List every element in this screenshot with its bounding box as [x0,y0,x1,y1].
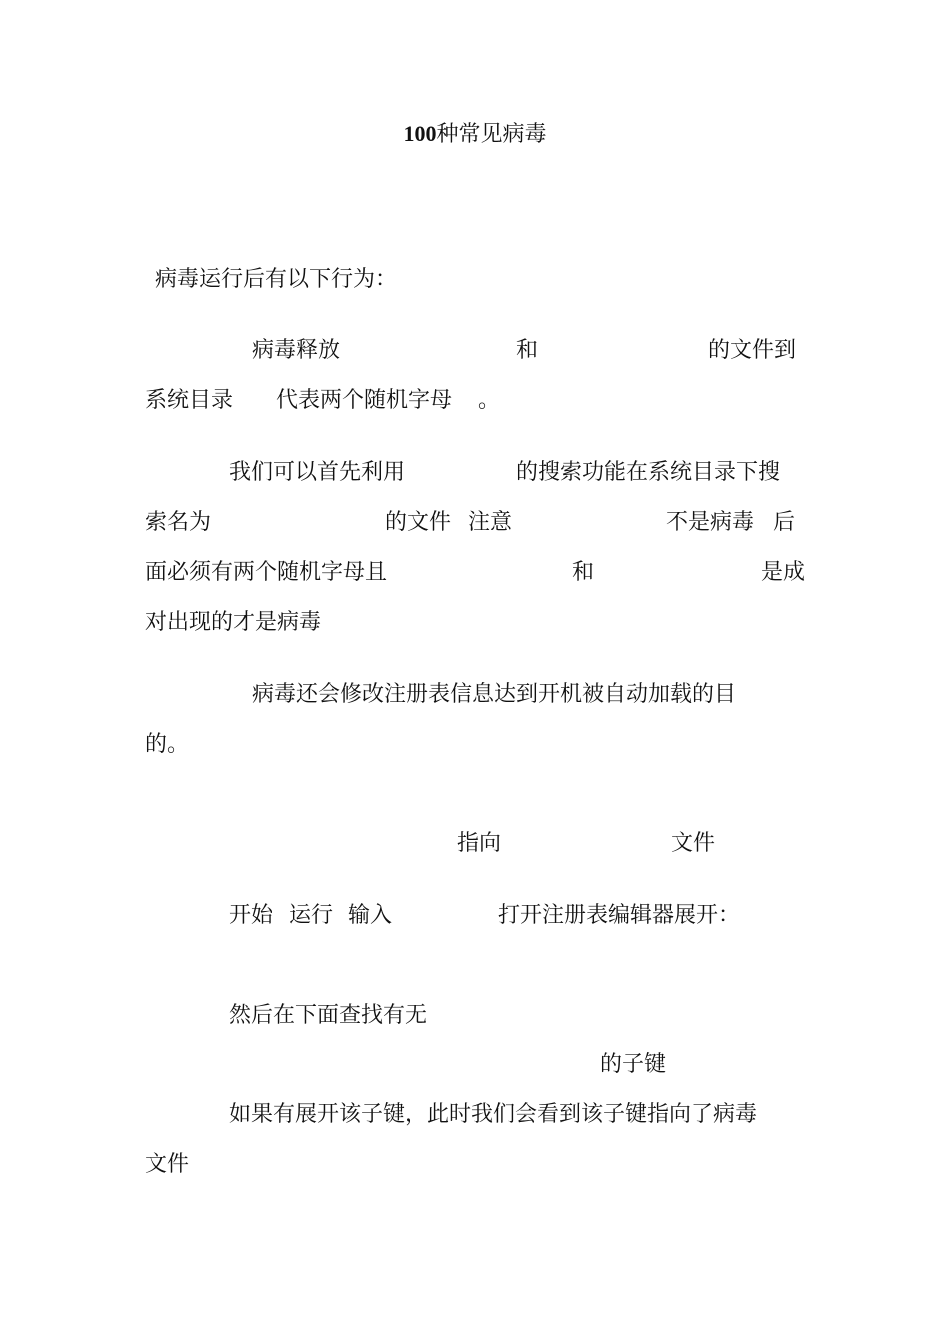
p1-line2-c: 。 [478,388,501,413]
p5-text-d: 打开注册表编辑器展开： [498,903,741,928]
title-text: 种常见病毒 [436,122,547,147]
p3-line2: 的。 [145,732,190,757]
p4-text-a: 指向 [457,831,502,856]
p7-line2: 文件 [145,1152,190,1177]
p2-line3-b: 和 [572,560,595,585]
p1-line1-c: 的文件到 [708,338,797,363]
p1-line2-a: 系统目录 [145,388,234,413]
p7-line1: 如果有展开该子键，此时我们会看到该子键指向了病毒 [229,1102,758,1127]
intro-text: 病毒运行后有以下行为： [155,267,398,292]
p3-line1: 病毒还会修改注册表信息达到开机被自动加载的目 [252,682,737,707]
p2-line2-d: 不是病毒 [666,510,755,535]
p5-text-b: 运行 [289,903,334,928]
p6-line1: 然后在下面查找有无 [229,1003,428,1028]
p2-line2-c: 注意 [468,510,513,535]
p2-line2-a: 索名为 [145,510,212,535]
p2-line2-e: 后 [773,510,796,535]
p1-line1-a: 病毒释放 [252,338,341,363]
p2-line1-b: 的搜索功能在系统目录下搜 [516,460,781,485]
p1-line2-b: 代表两个随机字母 [276,388,453,413]
p2-line4: 对出现的才是病毒 [145,610,322,635]
p2-line2-b: 的文件 [385,510,452,535]
p5-text-c: 输入 [348,903,393,928]
page-title [0,120,950,149]
p2-line3-a: 面必须有两个随机字母且 [145,560,388,585]
p4-text-b: 文件 [671,831,716,856]
p5-text-a: 开始 [229,903,274,928]
title-number: 100 [403,121,437,146]
p2-line1-a: 我们可以首先利用 [229,460,406,485]
p1-line1-b: 和 [516,338,539,363]
p6-line2: 的子键 [600,1052,667,1077]
p2-line3-c: 是成 [761,560,806,585]
